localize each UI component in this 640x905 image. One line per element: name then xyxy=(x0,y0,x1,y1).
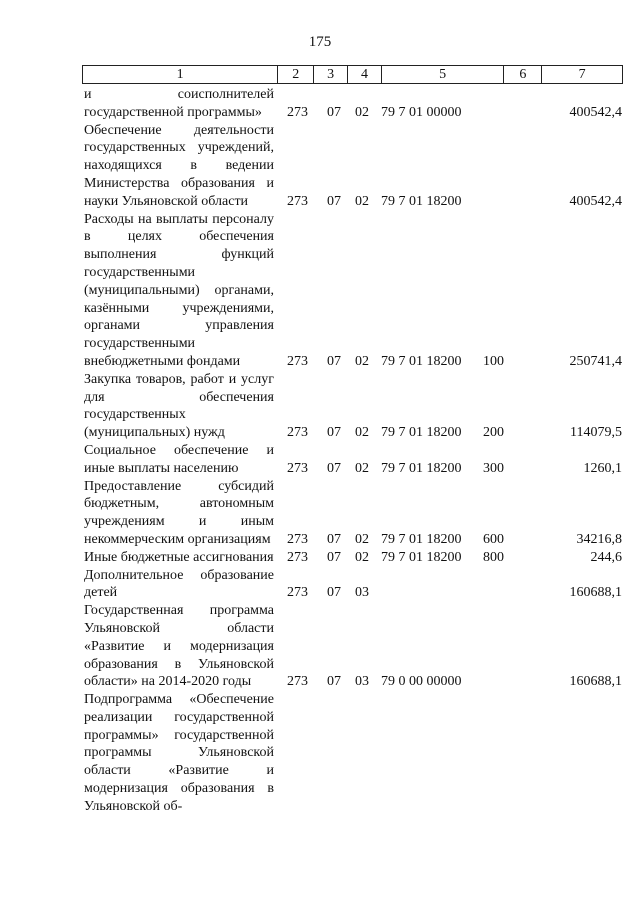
table-body xyxy=(0,86,640,816)
amount: 400542,4 xyxy=(569,193,622,209)
section-code: 07 xyxy=(327,549,341,565)
table-row xyxy=(0,549,640,567)
ministry-code: 273 xyxy=(287,585,308,601)
table-row xyxy=(0,371,640,442)
expense-type-code: 300 xyxy=(483,460,504,476)
row-description: Социальное обеспечение и иные выплаты населению xyxy=(84,442,274,476)
ministry-code: 273 xyxy=(287,460,308,476)
subsection-code: 02 xyxy=(355,425,369,441)
subsection-code: 02 xyxy=(355,104,369,120)
header-cell-3: 3 xyxy=(314,66,348,83)
row-description: Закупка товаров, работ и услуг для обеспечения государственных (муниципальных) нужд xyxy=(84,371,274,441)
subsection-code: 02 xyxy=(355,193,369,209)
subsection-code: 02 xyxy=(355,549,369,565)
ministry-code: 273 xyxy=(287,353,308,369)
amount: 1260,1 xyxy=(583,460,622,476)
expense-type-code: 800 xyxy=(483,549,504,565)
table-row xyxy=(0,122,640,211)
expense-type-code: 200 xyxy=(483,425,504,441)
target-article-code: 79 7 01 18200 xyxy=(381,353,462,369)
row-description: Дополнительное образование детей xyxy=(84,567,274,601)
target-article-code: 79 0 00 00000 xyxy=(381,674,462,690)
target-article-code: 79 7 01 18200 xyxy=(381,531,462,547)
header-cell-7: 7 xyxy=(578,67,586,82)
ministry-code: 273 xyxy=(287,425,308,441)
page-number: 175 xyxy=(308,34,332,50)
row-description: Подпрограмма «Обеспечение реализации государственной программы» государственной программы Ульяновской области «Развитие и модернизация образования в Ульяновской об- xyxy=(84,692,274,814)
header-cell-6: 6 xyxy=(504,66,542,83)
header-cell-1: 1 xyxy=(83,66,278,83)
section-code: 07 xyxy=(327,460,341,476)
table-row xyxy=(0,211,640,371)
row-description: Предоставление субсидий бюджетным, автономным учреждениям и иным некоммерческим организациям xyxy=(84,478,274,547)
ministry-code: 273 xyxy=(287,549,308,565)
header-cell-5: 5 xyxy=(382,66,505,83)
table-row xyxy=(0,442,640,478)
target-article-code: 79 7 01 18200 xyxy=(381,549,462,565)
subsection-code: 02 xyxy=(355,460,369,476)
section-code: 07 xyxy=(327,104,341,120)
target-article-code: 79 7 01 18200 xyxy=(381,460,462,476)
table-row xyxy=(0,86,640,122)
table-row xyxy=(0,478,640,549)
subsection-code: 03 xyxy=(355,585,369,601)
section-code: 07 xyxy=(327,425,341,441)
amount: 400542,4 xyxy=(569,104,622,120)
target-article-code: 79 7 01 18200 xyxy=(381,193,462,209)
expense-type-code: 100 xyxy=(483,353,504,369)
ministry-code: 273 xyxy=(287,193,308,209)
ministry-code: 273 xyxy=(287,531,308,547)
table-header xyxy=(82,65,623,84)
amount: 114079,5 xyxy=(570,425,622,441)
ministry-code: 273 xyxy=(287,674,308,690)
amount: 160688,1 xyxy=(569,674,622,690)
amount: 34216,8 xyxy=(576,531,622,547)
target-article-code: 79 7 01 18200 xyxy=(381,425,462,441)
row-description: Обеспечение деятельности государственных учреждений, находящихся в ведении Министерства образования и науки Ульяновской области xyxy=(84,122,274,209)
row-description: и соисполнителей государственной программы» xyxy=(84,87,274,120)
section-code: 07 xyxy=(327,531,341,547)
subsection-code: 02 xyxy=(355,353,369,369)
table-row xyxy=(0,567,640,603)
section-code: 07 xyxy=(327,674,341,690)
ministry-code: 273 xyxy=(287,104,308,120)
subsection-code: 03 xyxy=(355,674,369,690)
header-cell-4: 4 xyxy=(348,66,382,83)
amount: 250741,4 xyxy=(569,353,622,369)
section-code: 07 xyxy=(327,585,341,601)
row-description: Иные бюджетные ассигнования xyxy=(84,549,274,565)
amount: 244,6 xyxy=(590,549,622,565)
expense-type-code: 600 xyxy=(483,531,504,547)
amount: 160688,1 xyxy=(569,585,622,601)
row-description: Расходы на выплаты персоналу в целях обеспечения выполнения функций государственными (муниципальными) органами, казёнными учреждениями, органами управления государственными внебюджетными фондами xyxy=(84,211,274,369)
section-code: 07 xyxy=(327,193,341,209)
header-cell-2: 2 xyxy=(278,66,314,83)
section-code: 07 xyxy=(327,353,341,369)
table-row xyxy=(0,602,640,691)
row-description: Государственная программа Ульяновской области «Развитие и модернизация образования в Ульяновской области» на 2014-2020 годы xyxy=(84,603,274,690)
subsection-code: 02 xyxy=(355,531,369,547)
table-row xyxy=(0,691,640,816)
target-article-code: 79 7 01 00000 xyxy=(381,104,462,120)
